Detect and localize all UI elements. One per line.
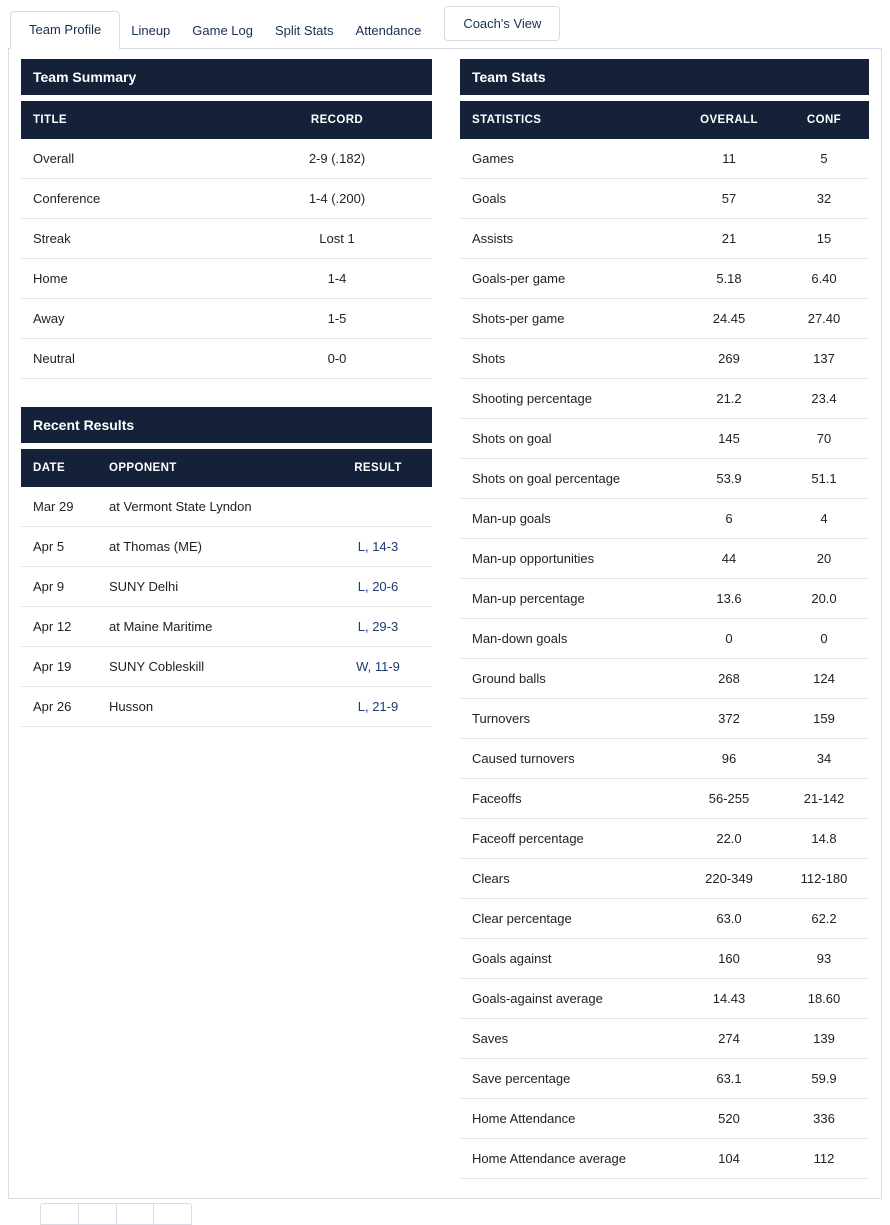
- stat-conf-cell: 32: [779, 179, 869, 219]
- tab-split-stats[interactable]: Split Stats: [275, 23, 334, 38]
- table-row: [21, 527, 432, 567]
- stat-name-cell: Shots on goal: [460, 419, 679, 459]
- left-column: [21, 59, 432, 1198]
- table-row: [460, 619, 869, 659]
- column-header-opponent: OPPONENT: [97, 449, 324, 487]
- table-row: [460, 1139, 869, 1179]
- table-row: [21, 687, 432, 727]
- stat-overall-cell: 14.43: [679, 979, 779, 1019]
- stat-overall-cell: 160: [679, 939, 779, 979]
- stat-overall-cell: 520: [679, 1099, 779, 1139]
- summary-title-cell: Away: [21, 299, 242, 339]
- stat-conf-cell: 124: [779, 659, 869, 699]
- summary-title-cell: Overall: [21, 139, 242, 179]
- stat-overall-cell: 57: [679, 179, 779, 219]
- stat-name-cell: Man-up percentage: [460, 579, 679, 619]
- content-panel: [8, 48, 882, 1199]
- result-score-cell: [324, 567, 432, 607]
- partial-bottom-widget[interactable]: [40, 1203, 192, 1225]
- stat-conf-cell: 27.40: [779, 299, 869, 339]
- stat-name-cell: Home Attendance average: [460, 1139, 679, 1179]
- stat-overall-cell: 53.9: [679, 459, 779, 499]
- table-row: [460, 459, 869, 499]
- recent-results-header-row: [21, 449, 432, 487]
- table-row: [460, 259, 869, 299]
- stat-conf-cell: 15: [779, 219, 869, 259]
- stat-name-cell: Faceoff percentage: [460, 819, 679, 859]
- result-date-cell: Mar 29: [21, 487, 97, 527]
- partial-widget-cell[interactable]: [78, 1204, 116, 1224]
- table-row: [21, 139, 432, 179]
- stat-overall-cell: 145: [679, 419, 779, 459]
- stat-overall-cell: 21.2: [679, 379, 779, 419]
- summary-title-cell: Conference: [21, 179, 242, 219]
- stat-conf-cell: 336: [779, 1099, 869, 1139]
- table-row: [21, 179, 432, 219]
- stat-overall-cell: 22.0: [679, 819, 779, 859]
- stat-name-cell: Shots on goal percentage: [460, 459, 679, 499]
- stat-conf-cell: 51.1: [779, 459, 869, 499]
- summary-title-cell: Home: [21, 259, 242, 299]
- stat-name-cell: Assists: [460, 219, 679, 259]
- result-link[interactable]: L, 29-3: [357, 619, 399, 634]
- tab-team-profile[interactable]: Team Profile: [10, 11, 120, 49]
- result-link[interactable]: L, 20-6: [357, 579, 399, 594]
- summary-title-cell: Neutral: [21, 339, 242, 379]
- stat-name-cell: Caused turnovers: [460, 739, 679, 779]
- table-row: [460, 659, 869, 699]
- stat-conf-cell: 0: [779, 619, 869, 659]
- stat-conf-cell: 21-142: [779, 779, 869, 819]
- column-header-result: RESULT: [324, 449, 432, 487]
- table-row: [460, 339, 869, 379]
- stat-overall-cell: 44: [679, 539, 779, 579]
- stat-overall-cell: 269: [679, 339, 779, 379]
- table-row: [460, 699, 869, 739]
- stat-name-cell: Man-up opportunities: [460, 539, 679, 579]
- tab-lineup[interactable]: Lineup: [131, 23, 171, 38]
- table-row: [21, 567, 432, 607]
- recent-results-section: [21, 407, 432, 727]
- stat-conf-cell: 20: [779, 539, 869, 579]
- table-row: [460, 819, 869, 859]
- stat-conf-cell: 59.9: [779, 1059, 869, 1099]
- column-header-date: DATE: [21, 449, 97, 487]
- stat-name-cell: Faceoffs: [460, 779, 679, 819]
- stat-name-cell: Turnovers: [460, 699, 679, 739]
- stat-conf-cell: 23.4: [779, 379, 869, 419]
- table-row: [460, 419, 869, 459]
- stat-name-cell: Goals against: [460, 939, 679, 979]
- stat-name-cell: Saves: [460, 1019, 679, 1059]
- table-row: [460, 219, 869, 259]
- table-row: [460, 499, 869, 539]
- stat-conf-cell: 70: [779, 419, 869, 459]
- table-row: [460, 1019, 869, 1059]
- summary-title-cell: Streak: [21, 219, 242, 259]
- stat-overall-cell: 63.0: [679, 899, 779, 939]
- table-row: [21, 259, 432, 299]
- stat-conf-cell: 20.0: [779, 579, 869, 619]
- team-summary-section: [21, 59, 432, 379]
- summary-record-cell: 2-9 (.182): [242, 139, 432, 179]
- tab-game-log[interactable]: Game Log: [192, 23, 253, 38]
- result-opponent-cell: Husson: [97, 687, 324, 727]
- table-row: [460, 579, 869, 619]
- stat-overall-cell: 274: [679, 1019, 779, 1059]
- right-column: [460, 59, 869, 1198]
- table-row: [21, 339, 432, 379]
- stat-conf-cell: 112: [779, 1139, 869, 1179]
- result-score-cell: [324, 647, 432, 687]
- result-score-cell: [324, 487, 432, 527]
- team-summary-table: [21, 101, 432, 379]
- stat-conf-cell: 6.40: [779, 259, 869, 299]
- stat-overall-cell: 6: [679, 499, 779, 539]
- stat-name-cell: Ground balls: [460, 659, 679, 699]
- stat-overall-cell: 220-349: [679, 859, 779, 899]
- stat-overall-cell: 24.45: [679, 299, 779, 339]
- stat-name-cell: Shooting percentage: [460, 379, 679, 419]
- stat-overall-cell: 96: [679, 739, 779, 779]
- stat-name-cell: Games: [460, 139, 679, 179]
- result-link[interactable]: W, 11-9: [356, 659, 400, 674]
- table-row: [460, 779, 869, 819]
- partial-widget-cell[interactable]: [116, 1204, 154, 1224]
- stat-conf-cell: 139: [779, 1019, 869, 1059]
- stat-name-cell: Home Attendance: [460, 1099, 679, 1139]
- result-date-cell: Apr 5: [21, 527, 97, 567]
- summary-record-cell: Lost 1: [242, 219, 432, 259]
- team-summary-title: Team Summary: [21, 59, 432, 95]
- result-date-cell: Apr 9: [21, 567, 97, 607]
- result-date-cell: Apr 19: [21, 647, 97, 687]
- stat-conf-cell: 137: [779, 339, 869, 379]
- table-row: [21, 647, 432, 687]
- stat-name-cell: Man-down goals: [460, 619, 679, 659]
- table-row: [460, 139, 869, 179]
- stat-name-cell: Shots-per game: [460, 299, 679, 339]
- stat-overall-cell: 56-255: [679, 779, 779, 819]
- stat-name-cell: Goals-per game: [460, 259, 679, 299]
- partial-widget-cell[interactable]: [41, 1204, 78, 1224]
- recent-results-title: Recent Results: [21, 407, 432, 443]
- stat-name-cell: Clears: [460, 859, 679, 899]
- result-link[interactable]: L, 21-9: [357, 699, 399, 714]
- column-header-conf: CONF: [779, 101, 869, 139]
- tab-attendance[interactable]: Attendance: [355, 23, 422, 38]
- stat-overall-cell: 0: [679, 619, 779, 659]
- stat-name-cell: Goals-against average: [460, 979, 679, 1019]
- team-stats-table: [460, 101, 869, 1179]
- table-row: [460, 1099, 869, 1139]
- summary-record-cell: 0-0: [242, 339, 432, 379]
- table-row: [21, 487, 432, 527]
- table-row: [460, 739, 869, 779]
- column-header-record: RECORD: [242, 101, 432, 139]
- table-row: [460, 979, 869, 1019]
- stat-name-cell: Man-up goals: [460, 499, 679, 539]
- result-link[interactable]: L, 14-3: [357, 539, 399, 554]
- result-opponent-cell: at Maine Maritime: [97, 607, 324, 647]
- stat-overall-cell: 104: [679, 1139, 779, 1179]
- result-opponent-cell: SUNY Delhi: [97, 567, 324, 607]
- table-row: [460, 899, 869, 939]
- stat-name-cell: Clear percentage: [460, 899, 679, 939]
- table-row: [21, 607, 432, 647]
- result-opponent-cell: at Vermont State Lyndon: [97, 487, 324, 527]
- stat-overall-cell: 5.18: [679, 259, 779, 299]
- table-row: [460, 859, 869, 899]
- table-row: [460, 539, 869, 579]
- stat-overall-cell: 21: [679, 219, 779, 259]
- stat-conf-cell: 159: [779, 699, 869, 739]
- tab-bar: [0, 0, 890, 48]
- summary-record-cell: 1-4: [242, 259, 432, 299]
- team-stats-section: [460, 59, 869, 1179]
- result-score-cell: [324, 687, 432, 727]
- table-row: [460, 179, 869, 219]
- result-opponent-cell: SUNY Cobleskill: [97, 647, 324, 687]
- stat-name-cell: Goals: [460, 179, 679, 219]
- stat-conf-cell: 62.2: [779, 899, 869, 939]
- result-score-cell: [324, 527, 432, 567]
- result-opponent-cell: at Thomas (ME): [97, 527, 324, 567]
- recent-results-table: [21, 449, 432, 727]
- stat-conf-cell: 112-180: [779, 859, 869, 899]
- team-stats-title: Team Stats: [460, 59, 869, 95]
- column-header-title: TITLE: [21, 101, 242, 139]
- team-summary-header-row: [21, 101, 432, 139]
- stat-conf-cell: 34: [779, 739, 869, 779]
- stat-overall-cell: 13.6: [679, 579, 779, 619]
- stat-overall-cell: 372: [679, 699, 779, 739]
- team-stats-header-row: [460, 101, 869, 139]
- table-row: [460, 1059, 869, 1099]
- stat-conf-cell: 14.8: [779, 819, 869, 859]
- column-header-overall: OVERALL: [679, 101, 779, 139]
- stat-overall-cell: 268: [679, 659, 779, 699]
- tab-coachs-view[interactable]: Coach's View: [444, 6, 560, 41]
- stat-conf-cell: 4: [779, 499, 869, 539]
- stat-name-cell: Save percentage: [460, 1059, 679, 1099]
- result-date-cell: Apr 12: [21, 607, 97, 647]
- summary-record-cell: 1-5: [242, 299, 432, 339]
- stat-overall-cell: 11: [679, 139, 779, 179]
- stat-conf-cell: 5: [779, 139, 869, 179]
- summary-record-cell: 1-4 (.200): [242, 179, 432, 219]
- partial-widget-cell[interactable]: [153, 1204, 191, 1224]
- stat-conf-cell: 18.60: [779, 979, 869, 1019]
- column-header-statistics: STATISTICS: [460, 101, 679, 139]
- stat-overall-cell: 63.1: [679, 1059, 779, 1099]
- result-score-cell: [324, 607, 432, 647]
- table-row: [460, 299, 869, 339]
- table-row: [460, 939, 869, 979]
- result-date-cell: Apr 26: [21, 687, 97, 727]
- table-row: [21, 219, 432, 259]
- table-row: [460, 379, 869, 419]
- stat-name-cell: Shots: [460, 339, 679, 379]
- stat-conf-cell: 93: [779, 939, 869, 979]
- table-row: [21, 299, 432, 339]
